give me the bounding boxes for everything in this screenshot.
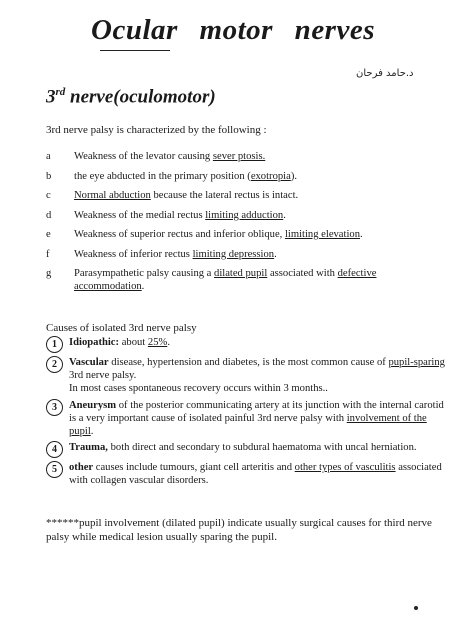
cause-extra: In most cases spontaneous recovery occurs within 3 months.. (69, 383, 328, 395)
heading-sup: rd (55, 86, 66, 98)
list-item (46, 150, 446, 163)
heading-text: nerve(oculomotor) (65, 86, 216, 108)
list-letter: f (46, 248, 50, 260)
list-text: Parasympathetic palsy causing a dilated pupil associated with defective accommodation. (74, 268, 377, 292)
circled-number: 4 (46, 441, 63, 458)
list-letter: d (46, 209, 52, 221)
causes-heading: Causes of isolated 3rd nerve palsy (46, 322, 197, 334)
cause-item (46, 441, 451, 458)
page-mark (414, 606, 418, 610)
cause-item (46, 356, 451, 396)
heading-number: 3 (46, 86, 56, 108)
cause-text: Idiopathic: about 25%. (69, 337, 170, 348)
list-text: Weakness of inferior rectus limiting depression. (74, 248, 277, 260)
list-letter: g (46, 268, 52, 279)
cause-item (46, 336, 451, 353)
list-item (46, 209, 446, 222)
list-letter: e (46, 229, 51, 240)
list-item (46, 170, 446, 183)
intro-text: 3rd nerve palsy is characterized by the following : (46, 124, 267, 136)
circled-number: 2 (46, 356, 63, 373)
list-item (46, 189, 446, 202)
handwritten-note: د.حامد فرحان (356, 68, 414, 79)
list-text: Normal abduction because the lateral rectus is intact. (74, 190, 299, 201)
title-underline (100, 50, 170, 51)
cause-text: Aneurysm of the posterior communicating artery at its junction with the internal carotid is a very important cause of isolated painful 3rd nerve palsy with involvement of the pupil. (69, 399, 444, 438)
circled-number: 5 (46, 461, 63, 478)
list-text: Weakness of the medial rectus limiting adduction. (74, 209, 286, 221)
list-text: Weakness of the levator causing sever ptosis. (74, 151, 266, 162)
page-title: Ocular motor nerves (91, 14, 375, 46)
list-item (46, 248, 446, 261)
list-text: Weakness of superior rectus and inferior oblique, limiting elevation. (74, 229, 363, 240)
cause-text: other causes include tumours, giant cell arteritis and other types of vasculitis associated with collagen vascular disorders. (69, 462, 442, 487)
list-text: the eye abducted in the primary position (exotropia). (74, 170, 298, 182)
circled-number: 1 (46, 336, 63, 353)
pupil-note: ******pupil involvement (dilated pupil) indicate usually surgical causes for third nerve palsy while medical lesion usually sparing the pupil. (46, 517, 432, 543)
section-heading (46, 86, 216, 108)
list-item (46, 267, 446, 293)
causes-list (46, 336, 451, 491)
circled-number: 3 (46, 399, 63, 416)
features-list (46, 150, 446, 300)
cause-text: Vascular disease, hypertension and diabetes, is the most common cause of pupil-sparing 3rd nerve palsy. In most cases spontaneous recovery occurs within 3 months.. (69, 357, 445, 395)
list-letter: c (46, 190, 51, 201)
cause-text: Trauma, both direct and secondary to subdural haematoma with uncal herniation. (69, 442, 417, 454)
cause-item (46, 461, 451, 487)
list-item (46, 228, 446, 241)
list-letter: a (46, 151, 51, 162)
cause-item (46, 399, 451, 439)
list-letter: b (46, 170, 52, 182)
